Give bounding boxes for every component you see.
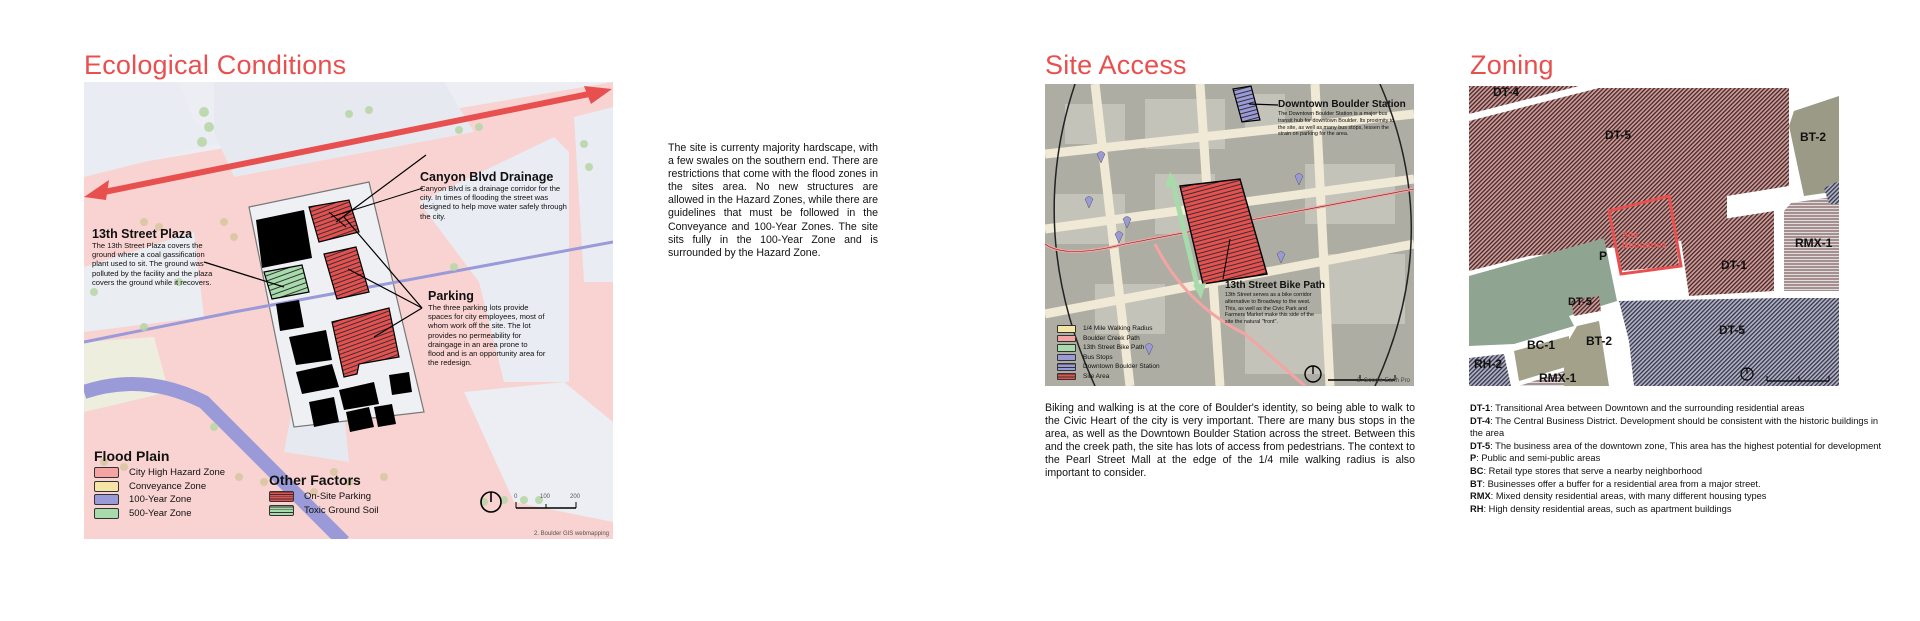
legend-item	[1057, 372, 1160, 382]
creek-path-swatch-icon	[1057, 335, 1076, 343]
legend-item	[1057, 353, 1160, 363]
site-access-description: Biking and walking is at the core of Boulder's identity, so being able to walk to the Civic Heart of the city is very important. There are many bus stops in the area, as well as the Downtown Boulder Station across the street. Between this and the creek path, the site has lots of access from pedestrians. The context to the Pearl Street Mall at the edge of the 1/4 mile walking radius is also important to consider.	[1045, 402, 1415, 480]
legend-label: 500-Year Zone	[129, 507, 192, 519]
legend-label: Toxic Ground Soil	[304, 504, 379, 516]
hazard-swatch-icon	[94, 467, 119, 478]
zone-desc-item	[1470, 465, 1890, 478]
zone-label-dt5-top: DT-5	[1605, 128, 1632, 142]
parking-heading: Parking	[428, 289, 474, 303]
zone-desc-item	[1470, 440, 1890, 453]
zoning-title: Zoning	[1470, 50, 1554, 80]
ecological-map	[84, 82, 613, 539]
legend-item	[1057, 343, 1160, 353]
zone-desc-item	[1470, 402, 1890, 415]
legend-item	[1057, 362, 1160, 372]
legend-label: City High Hazard Zone	[129, 467, 226, 479]
scale-tick-200: 200	[570, 494, 581, 500]
zone-text: : Mixed density residential areas, with many different housing types	[1490, 491, 1767, 502]
ecological-description: The site is currenty majority hardscape, with a few swales on the southern end. There are restrictions that come with the flood zones in the sites area. No new structures are allowed in the Hazard Zones, while there are guidelines that must be followed in the Conveyance and 100-Year Zones. The site sits fully in the 100-Year Zone and is surrounded by the Hazard Zone.	[668, 142, 878, 259]
zone-text: : Public and semi-public areas	[1476, 453, 1601, 464]
site-area-swatch-icon	[1057, 373, 1076, 381]
zone-code: DT-1	[1470, 403, 1491, 413]
site-access-map	[1045, 84, 1414, 386]
zoning-map	[1469, 86, 1839, 386]
flood-plain-heading: Flood Plain	[94, 448, 170, 464]
bike-path-callout	[1225, 280, 1326, 326]
legend-item	[269, 490, 378, 504]
station-swatch-icon	[1057, 363, 1076, 371]
zone-desc-item	[1470, 415, 1890, 440]
legend-label: 13th Street Bike Path	[1083, 344, 1145, 352]
parking-callout	[428, 289, 546, 367]
zone-code: DT-5	[1470, 440, 1491, 451]
other-factors-heading: Other Factors	[269, 472, 361, 488]
legend-item	[1057, 334, 1160, 344]
map-credit: 3. Google Earth Pro	[1356, 378, 1410, 384]
zone-label-bt2-top: BT-2	[1800, 130, 1827, 144]
zone-label-dt5-bottom: DT-5	[1719, 323, 1746, 337]
legend-item	[94, 466, 225, 480]
zone-desc-item	[1470, 490, 1890, 503]
bike-path-body: 13th Street serves as a bike corridor alternative to Broadway to the west. This, as well as the Civic Park and Farmers Market make this side of the site the natural "front".	[1225, 292, 1314, 326]
site-access-title: Site Access	[1045, 50, 1187, 80]
map-credit: 2. Boulder GIS webmapping	[533, 531, 609, 537]
bike-path-swatch-icon	[1057, 344, 1076, 352]
legend-item	[94, 507, 225, 521]
zone-code: RMX	[1470, 491, 1491, 502]
conveyance-swatch-icon	[94, 481, 119, 492]
legend-label: Bus Stops	[1083, 353, 1113, 361]
zone-text: : The Central Business District. Development should be consistent with the historic buildings in the area	[1470, 415, 1879, 439]
station-callout	[1278, 99, 1406, 138]
flood-plain-legend	[94, 448, 225, 520]
canyon-drainage-heading: Canyon Blvd Drainage	[420, 170, 554, 184]
500-year-swatch-icon	[94, 508, 119, 519]
plaza-body: The 13th Street Plaza covers the ground where a coal gassification plant used to sit. The ground was polluted by the facility and the plaza covers the ground while it recovers.	[92, 241, 213, 287]
zone-label-rh2: RH-2	[1474, 357, 1503, 371]
zoning-descriptions	[1470, 402, 1890, 515]
canyon-drainage-body: Canyon Blvd is a drainage corridor for the city. In times of flooding the street was designed to help move water safely through the city.	[420, 184, 567, 221]
parking-swatch-icon	[269, 491, 294, 502]
zone-text: : Transitional Area between Downtown and the surrounding residential areas	[1490, 403, 1805, 413]
zone-code: RH	[1470, 503, 1484, 514]
zone-desc-item	[1470, 478, 1890, 491]
zone-label-rmx1-right: RMX-1	[1795, 236, 1833, 250]
legend-label: Boulder Creek Path	[1083, 334, 1140, 342]
legend-item	[94, 480, 225, 494]
zone-label-p: P	[1599, 249, 1608, 263]
zone-label-rmx1-bottom: RMX-1	[1539, 371, 1577, 385]
toxic-soil-swatch-icon	[269, 505, 294, 516]
parking-body: The three parking lots provide spaces for city employees, most of whom work off the site. The lot provides no permeability for draingage in an area prone to flood and is an opportunity area for the redesign.	[428, 303, 546, 368]
scale-tick-100: 100	[540, 494, 551, 500]
zone-code: DT-4	[1470, 415, 1491, 426]
legend-item	[1057, 324, 1160, 334]
canyon-drainage-callout	[420, 170, 568, 221]
legend-label: 100-Year Zone	[129, 494, 192, 506]
bus-stop-swatch-icon	[1057, 354, 1076, 362]
zone-text: : Businesses offer a buffer for a residential area from a major street.	[1482, 478, 1761, 489]
zone-label-bt2-bottom: BT-2	[1586, 334, 1613, 348]
ecological-title: Ecological Conditions	[84, 50, 347, 80]
other-factors-legend	[269, 472, 378, 517]
legend-label: On-Site Parking	[304, 491, 372, 503]
zone-text: : High density residential areas, such as apartment buildings	[1483, 503, 1732, 514]
zone-desc-item	[1470, 503, 1890, 516]
zone-code: BT	[1470, 478, 1483, 489]
zone-label-dt5-small: DT-5	[1568, 296, 1592, 308]
plaza-callout	[92, 227, 217, 287]
site-access-legend	[1057, 324, 1160, 381]
legend-label: 1/4 Mile Walking Radius	[1083, 325, 1153, 333]
walking-radius-swatch-icon	[1057, 325, 1076, 333]
legend-label: Site Area	[1083, 372, 1110, 380]
station-heading: Downtown Boulder Station	[1278, 99, 1406, 110]
zone-label-dt1: DT-1	[1721, 258, 1748, 272]
station-body: The Downtown Boulder Station is a major bus transit hub for downtown Boulder. Its proximity to the site, as well as many bus stops, lessen the strain on parking for the area.	[1278, 111, 1395, 138]
scale-tick-0: 0	[514, 494, 518, 500]
legend-label: Conveyance Zone	[129, 480, 207, 492]
zone-desc-item	[1470, 452, 1890, 465]
100-year-swatch-icon	[94, 494, 119, 505]
zone-code: BC	[1470, 465, 1484, 476]
zone-text: : Retail type stores that serve a nearby neighborhood	[1483, 465, 1703, 476]
site-boundary-label: Site Boundries	[1622, 230, 1667, 250]
legend-label: Downtown Boulder Station	[1083, 363, 1160, 371]
zone-label-bc1: BC-1	[1527, 338, 1556, 352]
plaza-heading: 13th Street Plaza	[92, 227, 193, 241]
legend-item	[94, 493, 225, 507]
legend-item	[269, 504, 378, 518]
zone-text: : The business area of the downtown zone, This area has the highest potential for development	[1490, 440, 1882, 451]
bike-path-heading: 13th Street Bike Path	[1225, 280, 1326, 291]
zone-code: P	[1470, 453, 1477, 464]
zone-label-dt4: DT-4	[1493, 86, 1520, 99]
